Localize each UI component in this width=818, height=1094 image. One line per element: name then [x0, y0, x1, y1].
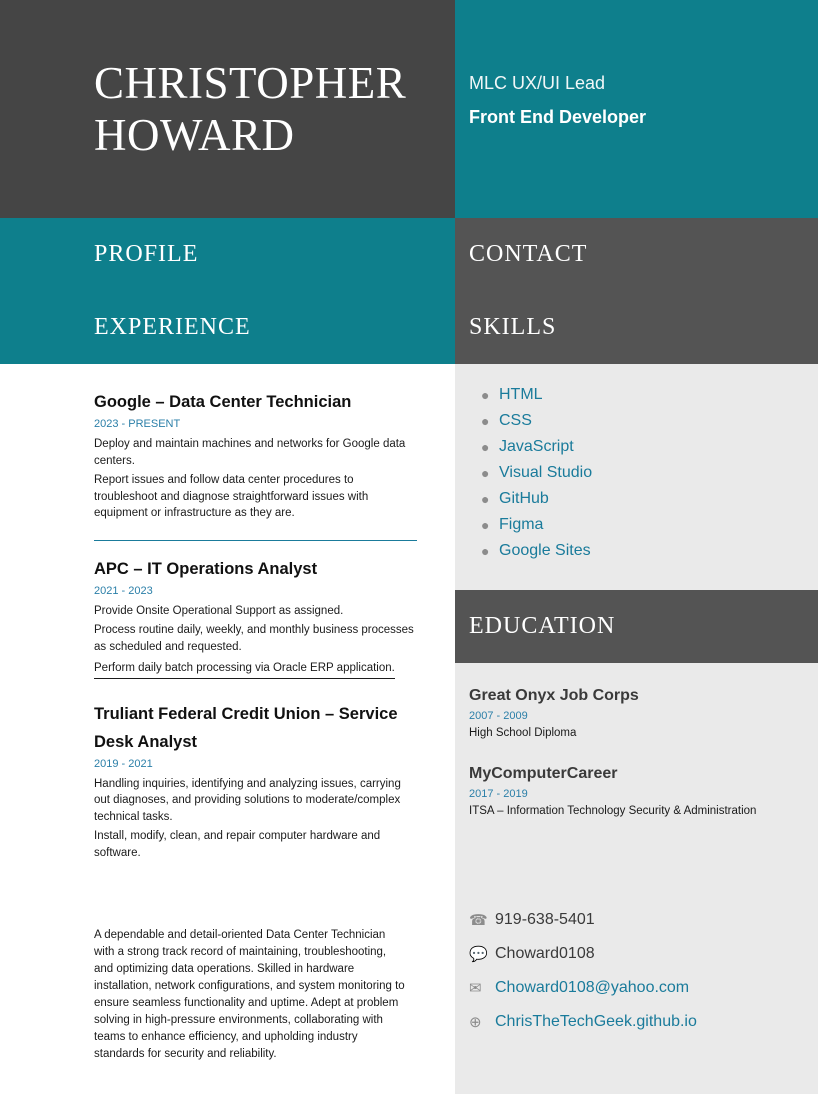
bullet-icon: ●: [481, 413, 490, 429]
education-school: MyComputerCareer: [469, 765, 618, 782]
section-header-skills: [455, 291, 818, 364]
contact-row[interactable]: [469, 1013, 804, 1031]
education-school: Great Onyx Job Corps: [469, 687, 639, 704]
profile-title: PROFILE: [94, 241, 199, 267]
job-description-line: Report issues and follow data center procedures to troubleshoot and diagnose straightforward issues with equipment or infrastructure as they are.: [94, 474, 369, 519]
mail-icon: ✉: [469, 980, 482, 997]
section-header-contact: [455, 218, 818, 291]
role-primary: MLC UX/UI Lead: [469, 73, 606, 93]
skill-item: [481, 516, 804, 534]
globe-icon: ⊕: [469, 1014, 482, 1031]
experience-entry: [94, 555, 417, 682]
skill-item: [481, 490, 804, 508]
section-header-education: [455, 590, 818, 663]
experience-divider: [94, 540, 417, 541]
skill-label: JavaScript: [499, 438, 574, 455]
header-name-block: [0, 0, 455, 218]
contact-row: [469, 945, 804, 963]
skill-label: GitHub: [499, 490, 549, 507]
contact-handle: Choward0108: [495, 945, 595, 962]
section-header-profile: [0, 218, 455, 291]
skill-label: Google Sites: [499, 542, 591, 559]
role-secondary: Front End Developer: [469, 107, 647, 127]
skill-item: [481, 438, 804, 456]
experience-section: [0, 364, 455, 889]
skills-section: [455, 364, 818, 590]
skill-label: Visual Studio: [499, 464, 593, 481]
contact-section: [455, 889, 818, 1094]
header-role-block: [455, 0, 818, 218]
contact-row[interactable]: [469, 979, 804, 997]
job-description-line: Perform daily batch processing via Oracle ERP application.: [94, 660, 395, 679]
bullet-icon: ●: [481, 491, 490, 507]
education-dates: 2017 - 2019: [469, 788, 528, 800]
skill-item: [481, 412, 804, 430]
job-description-line: Provide Onsite Operational Support as assigned.: [94, 604, 344, 617]
section-header-experience: [0, 291, 455, 364]
education-dates: 2007 - 2009: [469, 710, 528, 722]
name-first: CHRISTOPHER: [94, 58, 407, 108]
skill-item: [481, 386, 804, 404]
chat-icon: 💬: [469, 946, 488, 963]
job-description-line: Handling inquiries, identifying and analyzing issues, carrying out diagnoses, and providing solutions to moderate/complex technical tasks.: [94, 777, 401, 823]
skill-item: [481, 464, 804, 482]
education-title: EDUCATION: [469, 613, 616, 639]
job-description-line: Deploy and maintain machines and networks for Google data centers.: [94, 438, 406, 467]
bullet-icon: ●: [481, 439, 490, 455]
bullet-icon: ●: [481, 465, 490, 481]
contact-title: CONTACT: [469, 241, 588, 267]
job-title: Google – Data Center Technician: [94, 393, 352, 411]
bullet-icon: ●: [481, 543, 490, 559]
education-section: [455, 663, 818, 889]
job-description-line: Install, modify, clean, and repair computer hardware and software.: [94, 830, 381, 859]
job-title: Truliant Federal Credit Union – Service Desk Analyst: [94, 704, 398, 751]
skill-label: CSS: [499, 412, 532, 429]
job-title: APC – IT Operations Analyst: [94, 559, 318, 578]
job-dates: 2023 - PRESENT: [94, 418, 181, 430]
job-description-line: Process routine daily, weekly, and monthly business processes as scheduled and requested.: [94, 624, 414, 653]
skill-label: HTML: [499, 386, 543, 403]
skill-item: [481, 542, 804, 560]
bullet-icon: ●: [481, 387, 490, 403]
education-entry: [469, 763, 804, 819]
skill-label: Figma: [499, 516, 544, 533]
skills-title: SKILLS: [469, 314, 557, 340]
name-last: HOWARD: [94, 110, 295, 160]
job-dates: 2019 - 2021: [94, 757, 153, 770]
education-detail: High School Diploma: [469, 727, 577, 739]
profile-text: A dependable and detail-oriented Data Center Technician with a strong track record of maintaining, troubleshooting, and optimizing data operations. Skilled in hardware installation, network configurations, and system monitoring to ensure seamless functionality and uptime. Adept at problem solving in high-pressure environments, collaborating with teams to enhance efficiency, and upholding industry standards for security and reliability.: [94, 928, 405, 1060]
bullet-icon: ●: [481, 517, 490, 533]
right-column: [455, 364, 818, 889]
education-detail: ITSA – Information Technology Security & Administration: [469, 805, 757, 817]
contact-website-link[interactable]: ChrisTheTechGeek.github.io: [495, 1013, 697, 1030]
experience-entry: [94, 388, 417, 522]
education-entry: [469, 685, 804, 741]
contact-row: [469, 911, 804, 929]
experience-entry: [94, 700, 417, 862]
phone-icon: ☎: [469, 912, 488, 929]
contact-phone: 919-638-5401: [495, 911, 595, 928]
experience-title: EXPERIENCE: [94, 314, 251, 340]
profile-section: [0, 889, 455, 1094]
job-dates: 2021 - 2023: [94, 584, 153, 597]
contact-email-link[interactable]: Choward0108@yahoo.com: [495, 979, 690, 996]
